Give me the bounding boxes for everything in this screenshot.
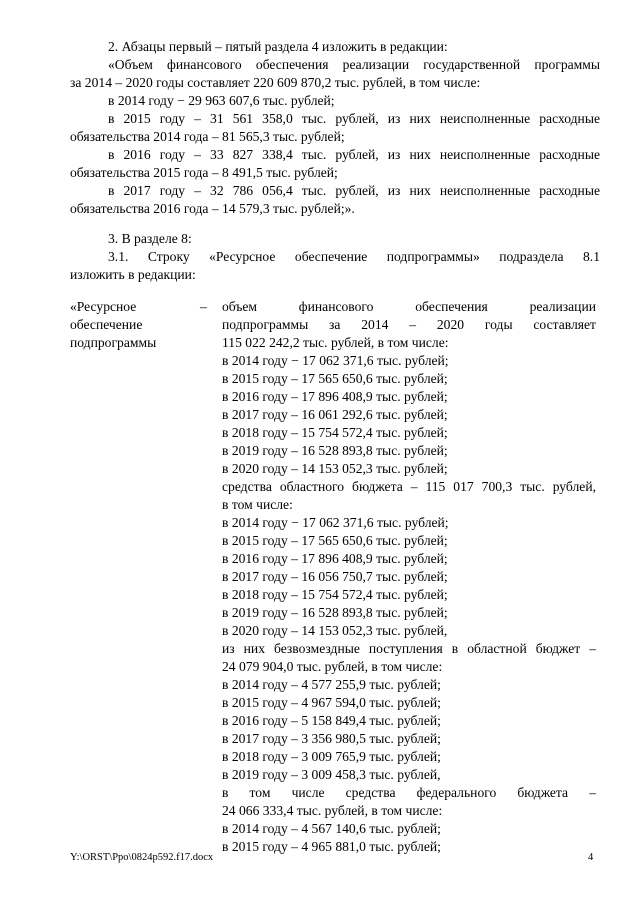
- table-line: в 2017 году – 3 356 980,5 тыс. рублей;: [222, 731, 441, 746]
- table-line: в 2014 году − 17 062 371,6 тыс. рублей;: [222, 353, 449, 368]
- table-line: в 2015 году – 17 565 650,6 тыс. рублей;: [222, 371, 448, 386]
- table-line: подпрограммы за 2014 – 2020 годы составляет: [222, 317, 596, 332]
- table-line: в 2014 году – 4 577 255,9 тыс. рублей;: [222, 677, 441, 692]
- paragraph-line: в 2017 году – 32 786 056,4 тыс. рублей, из них неисполненные расходные: [108, 183, 600, 198]
- table-line: в 2019 году – 16 528 893,8 тыс. рублей;: [222, 605, 448, 620]
- table-row-label: «Ресурсное: [70, 299, 137, 314]
- table-line: в 2017 году – 16 061 292,6 тыс. рублей;: [222, 407, 448, 422]
- table-line: средства областного бюджета – 115 017 700,3 тыс. рублей,: [222, 479, 596, 494]
- paragraph-line: обязательства 2014 года – 81 565,3 тыс. рублей;: [70, 129, 345, 144]
- table-line: в 2016 году – 17 896 408,9 тыс. рублей;: [222, 551, 448, 566]
- table-line: объем финансового обеспечения реализации: [222, 299, 596, 314]
- section-3-heading: 3. В разделе 8:: [108, 231, 192, 246]
- table-line: в 2015 году – 4 965 881,0 тыс. рублей;: [222, 839, 441, 854]
- table-line: в 2016 году – 17 896 408,9 тыс. рублей;: [222, 389, 448, 404]
- paragraph-line: обязательства 2016 года – 14 579,3 тыс. рублей;».: [70, 201, 355, 216]
- table-line: 24 079 904,0 тыс. рублей, в том числе:: [222, 659, 443, 674]
- table-line: в 2016 году – 5 158 849,4 тыс. рублей;: [222, 713, 441, 728]
- table-line: в 2019 году – 16 528 893,8 тыс. рублей;: [222, 443, 448, 458]
- paragraph-line: в 2014 году − 29 963 607,6 тыс. рублей;: [108, 93, 335, 108]
- paragraph-line: в 2015 году – 31 561 358,0 тыс. рублей, из них неисполненные расходные: [108, 111, 600, 126]
- table-line: в 2017 году – 16 056 750,7 тыс. рублей;: [222, 569, 448, 584]
- table-line: 24 066 333,4 тыс. рублей, в том числе:: [222, 803, 443, 818]
- table-line: в том числе:: [222, 497, 293, 512]
- table-line: в 2014 году − 17 062 371,6 тыс. рублей;: [222, 515, 449, 530]
- table-line: в 2020 году – 14 153 052,3 тыс. рублей;: [222, 461, 448, 476]
- table-line: из них безвозмездные поступления в областной бюджет –: [222, 641, 596, 656]
- table-line: в 2018 году – 3 009 765,9 тыс. рублей;: [222, 749, 441, 764]
- table-line: в 2018 году – 15 754 572,4 тыс. рублей;: [222, 425, 448, 440]
- table-row-label: обеспечение: [70, 317, 143, 332]
- paragraph-line: 3.1. Строку «Ресурсное обеспечение подпрограммы» подраздела 8.1: [108, 249, 600, 264]
- table-line: в 2019 году – 3 009 458,3 тыс. рублей,: [222, 767, 441, 782]
- table-dash: –: [200, 299, 207, 314]
- table-line: в 2015 году – 17 565 650,6 тыс. рублей;: [222, 533, 448, 548]
- table-line: в 2020 году – 14 153 052,3 тыс. рублей,: [222, 623, 448, 638]
- footer-file-path: Y:\ORST\Ppo\0824p592.f17.docx: [70, 852, 214, 863]
- paragraph-line: за 2014 – 2020 годы составляет 220 609 870,2 тыс. рублей, в том числе:: [70, 75, 481, 90]
- paragraph-line: изложить в редакции:: [70, 267, 196, 282]
- table-line: в том числе средства федерального бюджета –: [222, 785, 596, 800]
- paragraph-line: обязательства 2015 года – 8 491,5 тыс. рублей;: [70, 165, 338, 180]
- table-line: 115 022 242,2 тыс. рублей, в том числе:: [222, 335, 449, 350]
- table-line: в 2018 году – 15 754 572,4 тыс. рублей;: [222, 587, 448, 602]
- table-line: в 2014 году – 4 567 140,6 тыс. рублей;: [222, 821, 441, 836]
- table-line: в 2015 году – 4 967 594,0 тыс. рублей;: [222, 695, 441, 710]
- table-row-label: подпрограммы: [70, 335, 157, 350]
- paragraph-line: «Объем финансового обеспечения реализации государственной программы: [108, 57, 600, 72]
- page-number: 4: [588, 852, 594, 863]
- section-2-heading: 2. Абзацы первый – пятый раздела 4 изложить в редакции:: [108, 39, 448, 54]
- paragraph-line: в 2016 году – 33 827 338,4 тыс. рублей, из них неисполненные расходные: [108, 147, 600, 162]
